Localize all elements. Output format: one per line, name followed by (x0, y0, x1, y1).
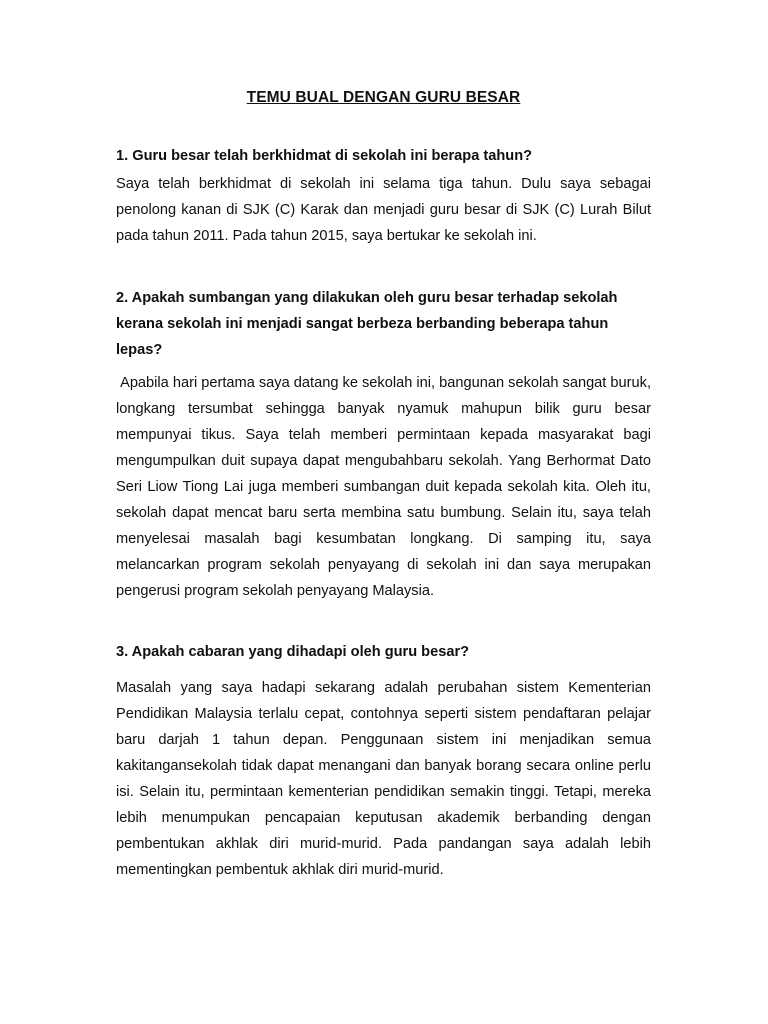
question-3: 3. Apakah cabaran yang dihadapi oleh guru besar? (116, 644, 470, 660)
answer-2: Apabila hari pertama saya datang ke sekolah ini, bangunan sekolah sangat buruk, longkang tersumbat sehingga banyak nyamuk mahupun bilik guru besar mempunyai tikus. Saya telah memberi permintaan kepada masyarakat bagi mengumpulkan duit supaya dapat mengubahbaru sekolah. Yang Berhormat Dato Seri Liow Tiong Lai juga memberi sumbangan duit kepada sekolah kita. Oleh itu, sekolah dapat mencat baru serta membina satu bumbung. Selain itu, saya telah menyelesai masalah bagi kesumbatan longkang. Di samping itu, saya melancarkan program sekolah penyayang di sekolah ini dan saya merupakan pengerusi program sekolah penyayang Malaysia. (116, 375, 651, 599)
question-2: 2. Apakah sumbangan yang dilakukan oleh guru besar terhadap sekolah kerana sekolah ini menjadi sangat berbeza berbanding beberapa tahun lepas? (116, 290, 618, 358)
question-1: 1. Guru besar telah berkhidmat di sekolah ini berapa tahun? (116, 148, 533, 164)
answer-3: Masalah yang saya hadapi sekarang adalah perubahan sistem Kementerian Pendidikan Malaysia terlalu cepat, contohnya seperti sistem pendaftaran pelajar baru darjah 1 tahun depan. Penggunaan sistem ini menjadikan semua kakitangansekolah tidak dapat menangani dan banyak borang secara online perlu isi. Selain itu, permintaan kementerian pendidikan semakin tinggi. Tetapi, mereka lebih menumpukan pencapaian keputusan akademik berbanding dengan pembentukan akhlak diri murid-murid. Pada pandangan saya adalah lebih mementingkan pembentuk akhlak diri murid-murid. (116, 680, 651, 878)
answer-1: Saya telah berkhidmat di sekolah ini selama tiga tahun. Dulu saya sebagai penolong kanan di SJK (C) Karak dan menjadi guru besar di SJK (C) Lurah Bilut pada tahun 2011. Pada tahun 2015, saya bertukar ke sekolah ini. (116, 176, 651, 244)
document-title: TEMU BUAL DENGAN GURU BESAR (246, 89, 521, 106)
